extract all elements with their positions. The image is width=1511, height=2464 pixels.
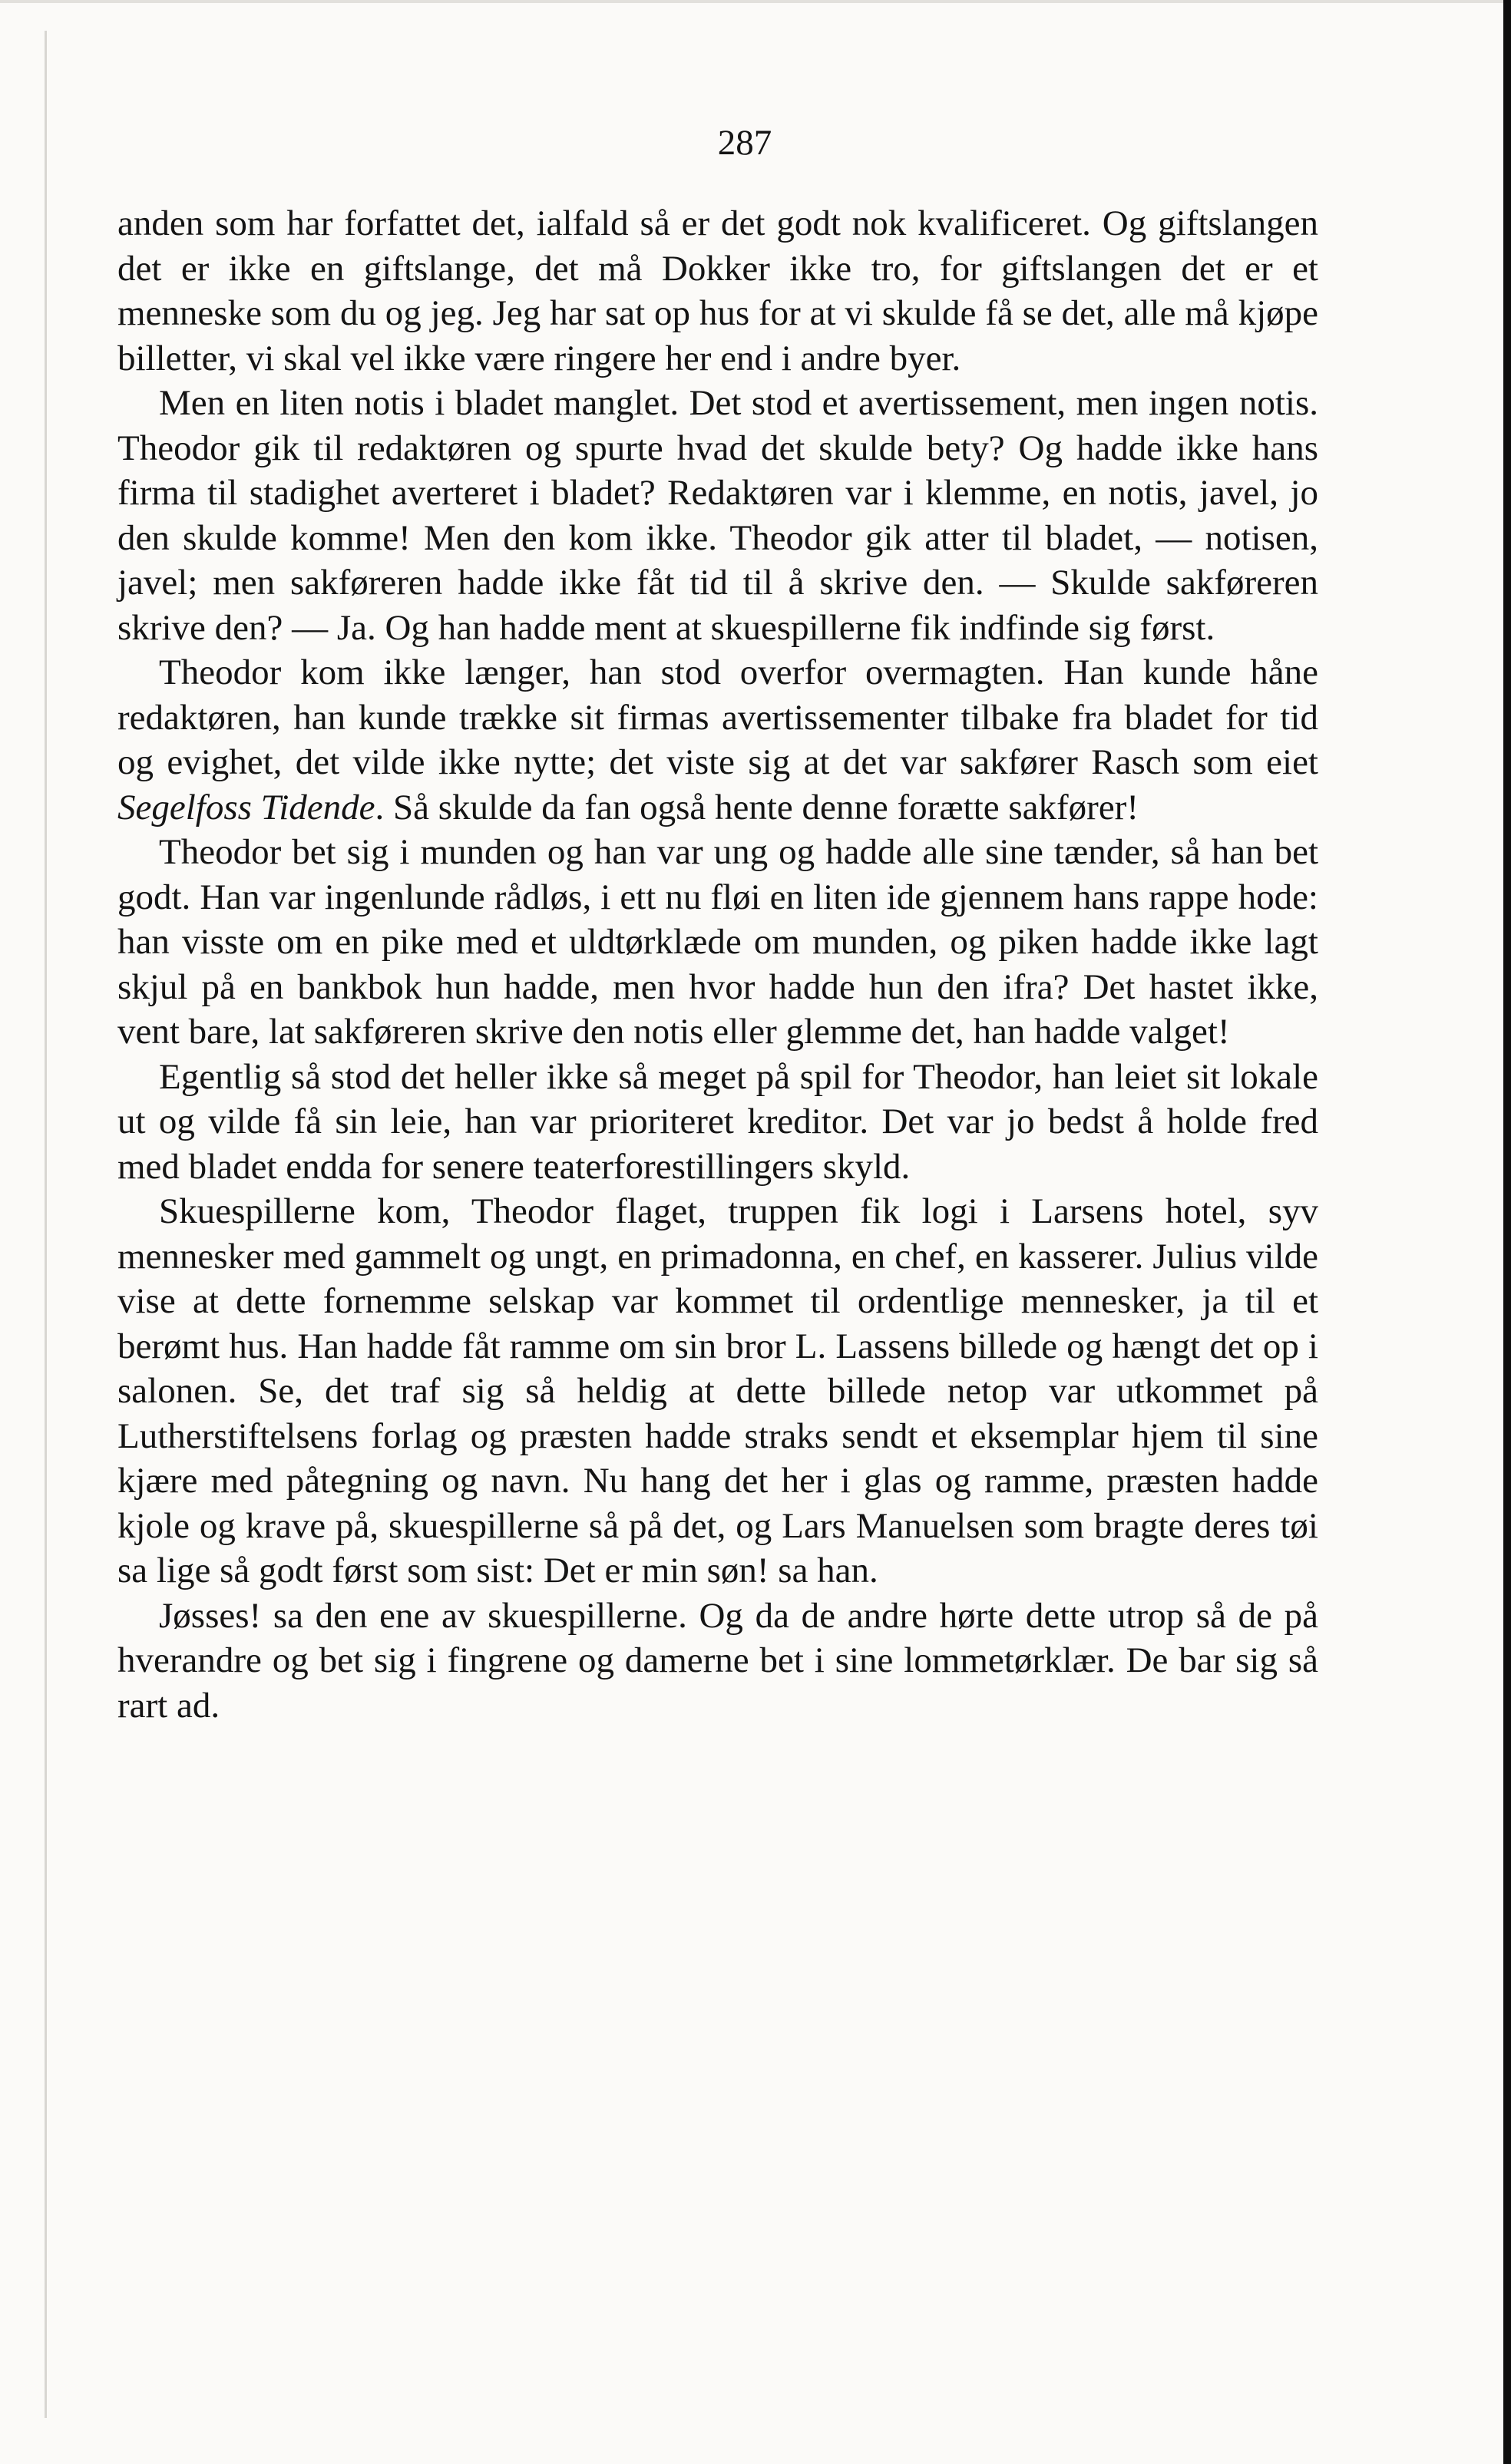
scan-top-edge bbox=[0, 0, 1511, 3]
paragraph-3: Theodor kom ikke længer, han stod overfor overmagten. Han kunde håne redaktøren, han kunde trække sit firmas avertissementer tilbake fra bladet for tid og evighet, det vilde ikke nytte; det viste sig at det var sakfører Rasch som eiet Segelfoss Tidende. Så skulde da fan også hente denne forætte sakfører! bbox=[117, 652, 1318, 827]
body-text bbox=[117, 201, 1318, 1728]
page-number: 287 bbox=[717, 123, 772, 163]
paragraph-1: anden som har forfattet det, ialfald så er det godt nok kvalificeret. Og giftslangen det er ikke en giftslange, det må Dokker ikke tro, for giftslangen det er et menneske som du og jeg. Jeg har sat op hus for at vi skulde få se det, alle må kjøpe billetter, vi skal vel ikke være ringere her end i andre byer. bbox=[117, 203, 1318, 378]
scan-right-edge bbox=[1503, 0, 1511, 2464]
paragraph-6: Skuespillerne kom, Theodor flaget, truppen fik logi i Larsens hotel, syv mennesker med gammelt og ungt, en primadonna, en chef, en kasserer. Julius vilde vise at dette fornemme selskap var kommet til ordentlige mennesker, ja til et berømt hus. Han hadde fåt ramme om sin bror L. Lassens billede og hængt det op i salonen. Se, det traf sig så heldig at dette billede netop var utkommet på Lutherstiftelsens forlag og præsten hadde straks sendt et eksemplar hjem til sine kjære med påtegning og navn. Nu hang det her i glas og ramme, præsten hadde kjole og krave på, skuespillerne så på det, og Lars Manuelsen som bragte deres tøi sa lige så godt først som sist: Det er min søn! sa han. bbox=[117, 1191, 1318, 1590]
newspaper-title: Segelfoss Tidende bbox=[117, 787, 375, 827]
scan-fold-line bbox=[45, 31, 47, 2418]
paragraph-7: Jøsses! sa den ene av skuespillerne. Og da de andre hørte dette utrop så de på hverandre og bet sig i fingrene og damerne bet i sine lommetørklær. De bar sig så rart ad. bbox=[117, 1595, 1318, 1726]
paragraph-5: Egentlig så stod det heller ikke så meget på spil for Theodor, han leiet sit lokale ut og vilde få sin leie, han var prioriteret kreditor. Det var jo bedst å holde fred med bladet endda for senere teaterforestillingers skyld. bbox=[117, 1056, 1318, 1187]
paragraph-4: Theodor bet sig i munden og han var ung og hadde alle sine tænder, så han bet godt. Han var ingenlunde rådløs, i ett nu fløi en liten ide gjennem hans rappe hode: han visste om en pike med et uldtørklæde om munden, og piken hadde ikke lagt skjul på en bankbok hun hadde, men hvor hadde hun den ifra? Det hastet ikke, vent bare, lat sakføreren skrive den notis eller glemme det, han hadde valget! bbox=[117, 832, 1318, 1052]
paragraph-2: Men en liten notis i bladet manglet. Det stod et avertissement, men ingen notis. Theodor gik til redaktøren og spurte hvad det skulde bety? Og hadde ikke hans firma til stadighet averteret i bladet? Redaktøren var i klemme, en notis, javel, jo den skulde komme! Men den kom ikke. Theodor gik atter til bladet, — notisen, javel; men sakføreren hadde ikke fåt tid til å skrive den. — Skulde sakføreren skrive den? — Ja. Og han hadde ment at skuespillerne fik indfinde sig først. bbox=[117, 383, 1318, 648]
